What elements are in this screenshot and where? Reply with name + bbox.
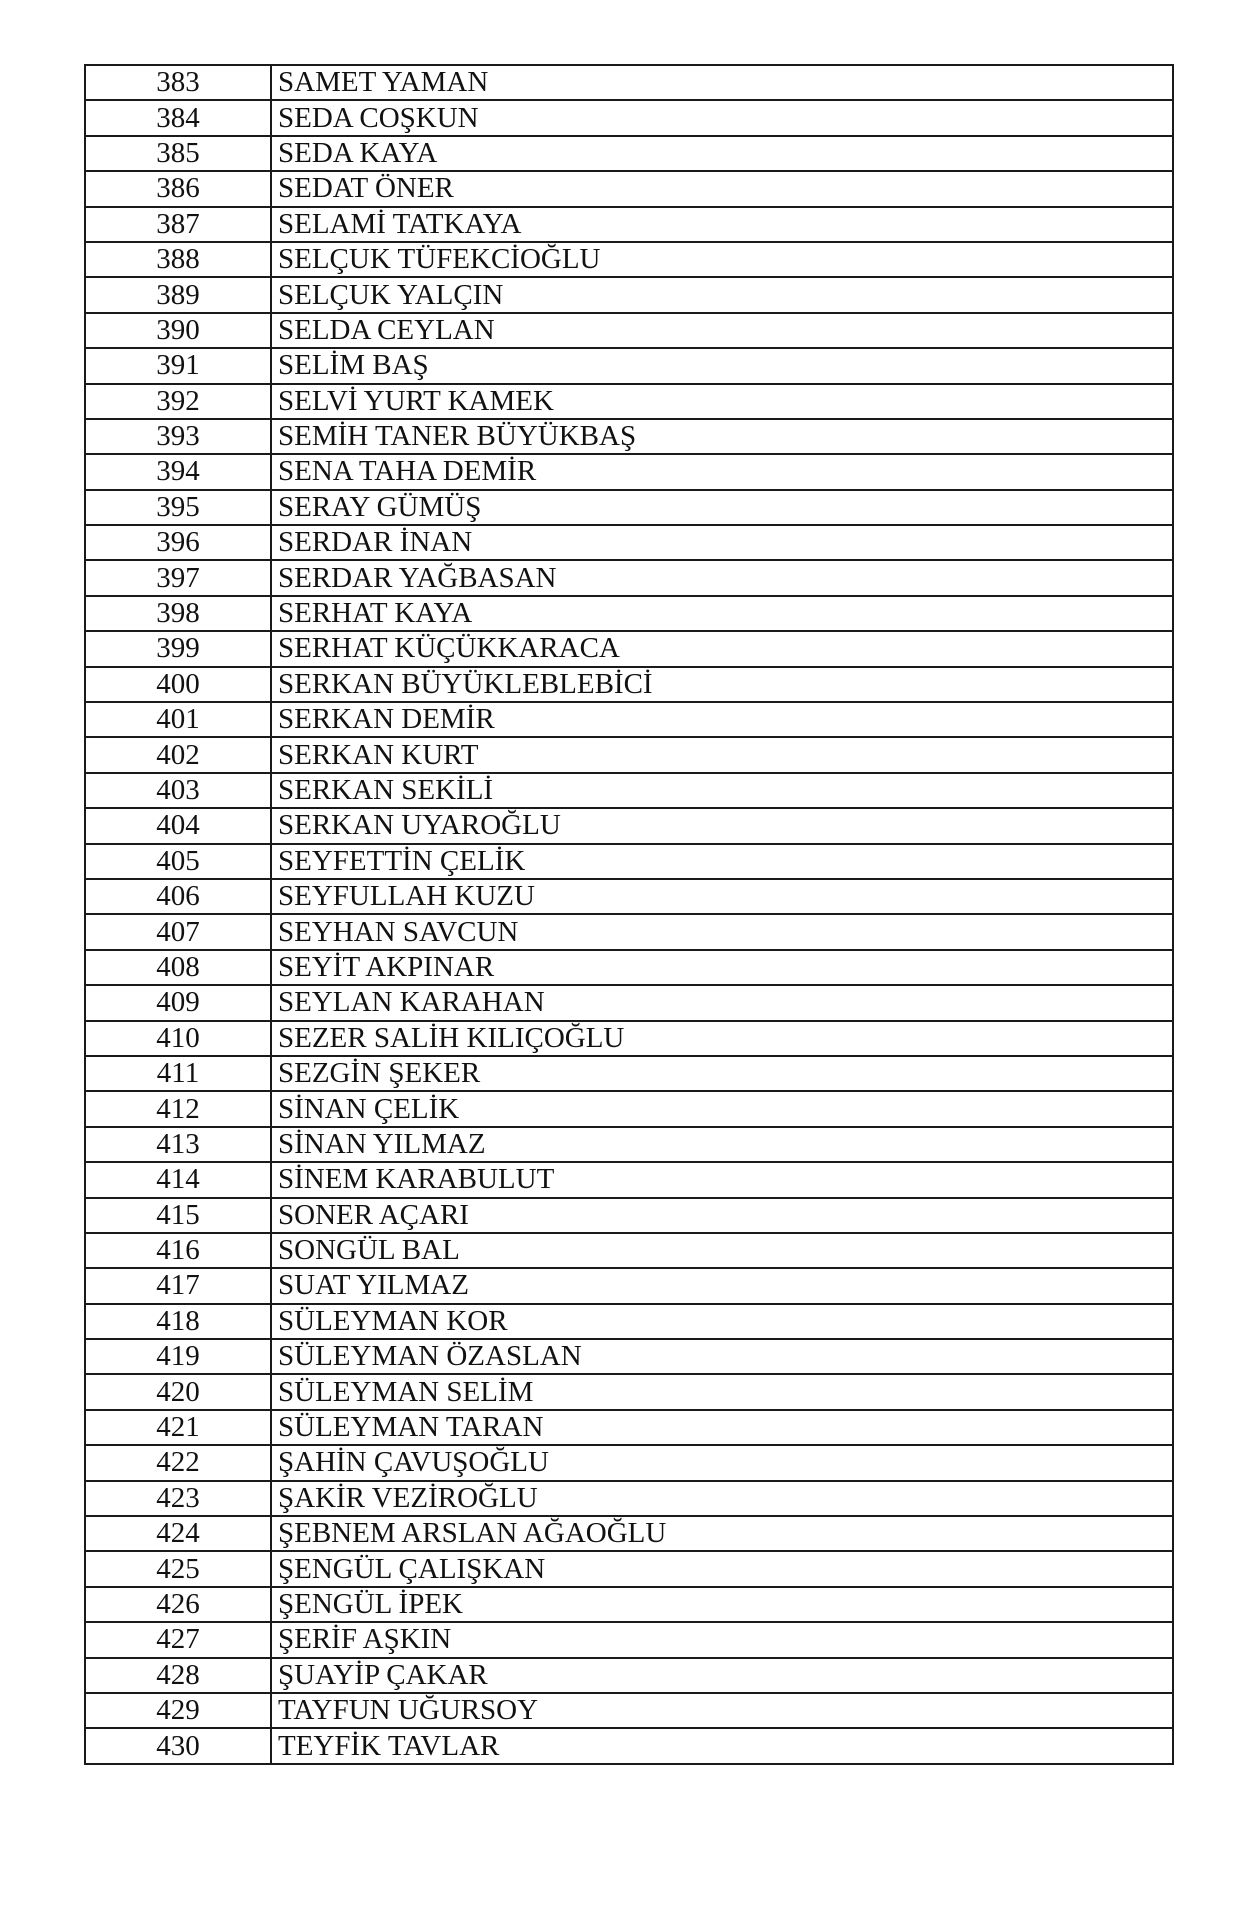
table-row xyxy=(85,1516,1173,1551)
table-row xyxy=(85,348,1173,383)
row-number-cell: 411 xyxy=(85,1056,271,1091)
person-name-cell: SELDA CEYLAN xyxy=(271,313,1173,348)
table-row xyxy=(85,844,1173,879)
row-number-cell: 390 xyxy=(85,313,271,348)
person-name-cell: SÜLEYMAN TARAN xyxy=(271,1410,1173,1445)
row-number-cell: 413 xyxy=(85,1127,271,1162)
person-name-cell: SELÇUK TÜFEKCİOĞLU xyxy=(271,242,1173,277)
table-row xyxy=(85,596,1173,631)
row-number-cell: 401 xyxy=(85,702,271,737)
table-row xyxy=(85,773,1173,808)
table-row xyxy=(85,1127,1173,1162)
person-name-cell: SÜLEYMAN KOR xyxy=(271,1304,1173,1339)
row-number-cell: 409 xyxy=(85,985,271,1020)
table-row xyxy=(85,1622,1173,1657)
person-name-cell: ŞAHİN ÇAVUŞOĞLU xyxy=(271,1445,1173,1480)
row-number-cell: 426 xyxy=(85,1587,271,1622)
table-row xyxy=(85,1410,1173,1445)
table-row xyxy=(85,490,1173,525)
table-row xyxy=(85,1374,1173,1409)
table-row xyxy=(85,384,1173,419)
person-name-cell: SELİM BAŞ xyxy=(271,348,1173,383)
row-number-cell: 430 xyxy=(85,1728,271,1763)
row-number-cell: 386 xyxy=(85,171,271,206)
table-row xyxy=(85,1445,1173,1480)
table-row xyxy=(85,1304,1173,1339)
person-name-cell: SEZGİN ŞEKER xyxy=(271,1056,1173,1091)
person-name-cell: SEYHAN SAVCUN xyxy=(271,914,1173,949)
person-name-cell: SEMİH TANER BÜYÜKBAŞ xyxy=(271,419,1173,454)
row-number-cell: 404 xyxy=(85,808,271,843)
person-name-cell: SEDAT ÖNER xyxy=(271,171,1173,206)
table-row xyxy=(85,1233,1173,1268)
row-number-cell: 418 xyxy=(85,1304,271,1339)
row-number-cell: 391 xyxy=(85,348,271,383)
person-name-cell: SEDA COŞKUN xyxy=(271,100,1173,135)
person-name-cell: ŞEBNEM ARSLAN AĞAOĞLU xyxy=(271,1516,1173,1551)
table-row xyxy=(85,1091,1173,1126)
row-number-cell: 423 xyxy=(85,1481,271,1516)
row-number-cell: 385 xyxy=(85,136,271,171)
table-row xyxy=(85,879,1173,914)
person-name-cell: SELVİ YURT KAMEK xyxy=(271,384,1173,419)
person-name-cell: ŞENGÜL ÇALIŞKAN xyxy=(271,1551,1173,1586)
table-row xyxy=(85,242,1173,277)
row-number-cell: 406 xyxy=(85,879,271,914)
row-number-cell: 427 xyxy=(85,1622,271,1657)
row-number-cell: 398 xyxy=(85,596,271,631)
person-name-cell: SENA TAHA DEMİR xyxy=(271,454,1173,489)
person-name-cell: SİNAN YILMAZ xyxy=(271,1127,1173,1162)
row-number-cell: 405 xyxy=(85,844,271,879)
table-row xyxy=(85,171,1173,206)
person-name-cell: SONGÜL BAL xyxy=(271,1233,1173,1268)
person-name-cell: SERDAR YAĞBASAN xyxy=(271,560,1173,595)
person-name-cell: SEYFULLAH KUZU xyxy=(271,879,1173,914)
row-number-cell: 425 xyxy=(85,1551,271,1586)
row-number-cell: 395 xyxy=(85,490,271,525)
person-name-cell: SERAY GÜMÜŞ xyxy=(271,490,1173,525)
row-number-cell: 428 xyxy=(85,1658,271,1693)
person-name-cell: SAMET YAMAN xyxy=(271,65,1173,100)
table-row xyxy=(85,1551,1173,1586)
table-row xyxy=(85,1198,1173,1233)
person-name-cell: SEYFETTİN ÇELİK xyxy=(271,844,1173,879)
person-name-cell: SEYİT AKPINAR xyxy=(271,950,1173,985)
person-name-cell: ŞAKİR VEZİROĞLU xyxy=(271,1481,1173,1516)
person-name-cell: SERKAN UYAROĞLU xyxy=(271,808,1173,843)
table-row xyxy=(85,1481,1173,1516)
person-name-cell: SELAMİ TATKAYA xyxy=(271,207,1173,242)
name-list-table xyxy=(84,64,1174,1765)
person-name-cell: SERKAN KURT xyxy=(271,737,1173,772)
row-number-cell: 392 xyxy=(85,384,271,419)
row-number-cell: 393 xyxy=(85,419,271,454)
row-number-cell: 416 xyxy=(85,1233,271,1268)
person-name-cell: SERKAN DEMİR xyxy=(271,702,1173,737)
row-number-cell: 408 xyxy=(85,950,271,985)
row-number-cell: 424 xyxy=(85,1516,271,1551)
table-row xyxy=(85,65,1173,100)
table-row xyxy=(85,1021,1173,1056)
row-number-cell: 387 xyxy=(85,207,271,242)
table-row xyxy=(85,1268,1173,1303)
table-row xyxy=(85,100,1173,135)
table-row xyxy=(85,1587,1173,1622)
table-row xyxy=(85,914,1173,949)
table-row xyxy=(85,808,1173,843)
row-number-cell: 420 xyxy=(85,1374,271,1409)
row-number-cell: 421 xyxy=(85,1410,271,1445)
table-row xyxy=(85,207,1173,242)
row-number-cell: 399 xyxy=(85,631,271,666)
row-number-cell: 410 xyxy=(85,1021,271,1056)
row-number-cell: 394 xyxy=(85,454,271,489)
person-name-cell: SEDA KAYA xyxy=(271,136,1173,171)
row-number-cell: 403 xyxy=(85,773,271,808)
person-name-cell: SERKAN BÜYÜKLEBLEBİCİ xyxy=(271,667,1173,702)
person-name-cell: SÜLEYMAN ÖZASLAN xyxy=(271,1339,1173,1374)
table-row xyxy=(85,1162,1173,1197)
table-row xyxy=(85,1693,1173,1728)
row-number-cell: 414 xyxy=(85,1162,271,1197)
person-name-cell: TEYFİK TAVLAR xyxy=(271,1728,1173,1763)
row-number-cell: 412 xyxy=(85,1091,271,1126)
person-name-cell: SUAT YILMAZ xyxy=(271,1268,1173,1303)
person-name-cell: ŞENGÜL İPEK xyxy=(271,1587,1173,1622)
table-row xyxy=(85,313,1173,348)
row-number-cell: 417 xyxy=(85,1268,271,1303)
table-row xyxy=(85,1658,1173,1693)
table-row xyxy=(85,560,1173,595)
table-row xyxy=(85,1339,1173,1374)
row-number-cell: 407 xyxy=(85,914,271,949)
row-number-cell: 422 xyxy=(85,1445,271,1480)
person-name-cell: TAYFUN UĞURSOY xyxy=(271,1693,1173,1728)
person-name-cell: SELÇUK YALÇIN xyxy=(271,277,1173,312)
person-name-cell: SEZER SALİH KILIÇOĞLU xyxy=(271,1021,1173,1056)
table-row xyxy=(85,631,1173,666)
table-row xyxy=(85,1728,1173,1763)
table-row xyxy=(85,525,1173,560)
table-row xyxy=(85,1056,1173,1091)
person-name-cell: SERDAR İNAN xyxy=(271,525,1173,560)
table-row xyxy=(85,667,1173,702)
person-name-cell: SERHAT KAYA xyxy=(271,596,1173,631)
table-row xyxy=(85,454,1173,489)
table-row xyxy=(85,985,1173,1020)
person-name-cell: SERHAT KÜÇÜKKARACA xyxy=(271,631,1173,666)
row-number-cell: 389 xyxy=(85,277,271,312)
row-number-cell: 383 xyxy=(85,65,271,100)
person-name-cell: SEYLAN KARAHAN xyxy=(271,985,1173,1020)
person-name-cell: SÜLEYMAN SELİM xyxy=(271,1374,1173,1409)
table-row xyxy=(85,277,1173,312)
row-number-cell: 388 xyxy=(85,242,271,277)
row-number-cell: 419 xyxy=(85,1339,271,1374)
table-row xyxy=(85,419,1173,454)
table-row xyxy=(85,737,1173,772)
row-number-cell: 415 xyxy=(85,1198,271,1233)
row-number-cell: 397 xyxy=(85,560,271,595)
name-list-body xyxy=(85,65,1173,1764)
row-number-cell: 402 xyxy=(85,737,271,772)
person-name-cell: ŞERİF AŞKIN xyxy=(271,1622,1173,1657)
person-name-cell: SERKAN SEKİLİ xyxy=(271,773,1173,808)
table-row xyxy=(85,136,1173,171)
row-number-cell: 384 xyxy=(85,100,271,135)
person-name-cell: SONER AÇARI xyxy=(271,1198,1173,1233)
table-row xyxy=(85,950,1173,985)
row-number-cell: 429 xyxy=(85,1693,271,1728)
row-number-cell: 396 xyxy=(85,525,271,560)
person-name-cell: SİNEM KARABULUT xyxy=(271,1162,1173,1197)
row-number-cell: 400 xyxy=(85,667,271,702)
person-name-cell: SİNAN ÇELİK xyxy=(271,1091,1173,1126)
person-name-cell: ŞUAYİP ÇAKAR xyxy=(271,1658,1173,1693)
table-row xyxy=(85,702,1173,737)
